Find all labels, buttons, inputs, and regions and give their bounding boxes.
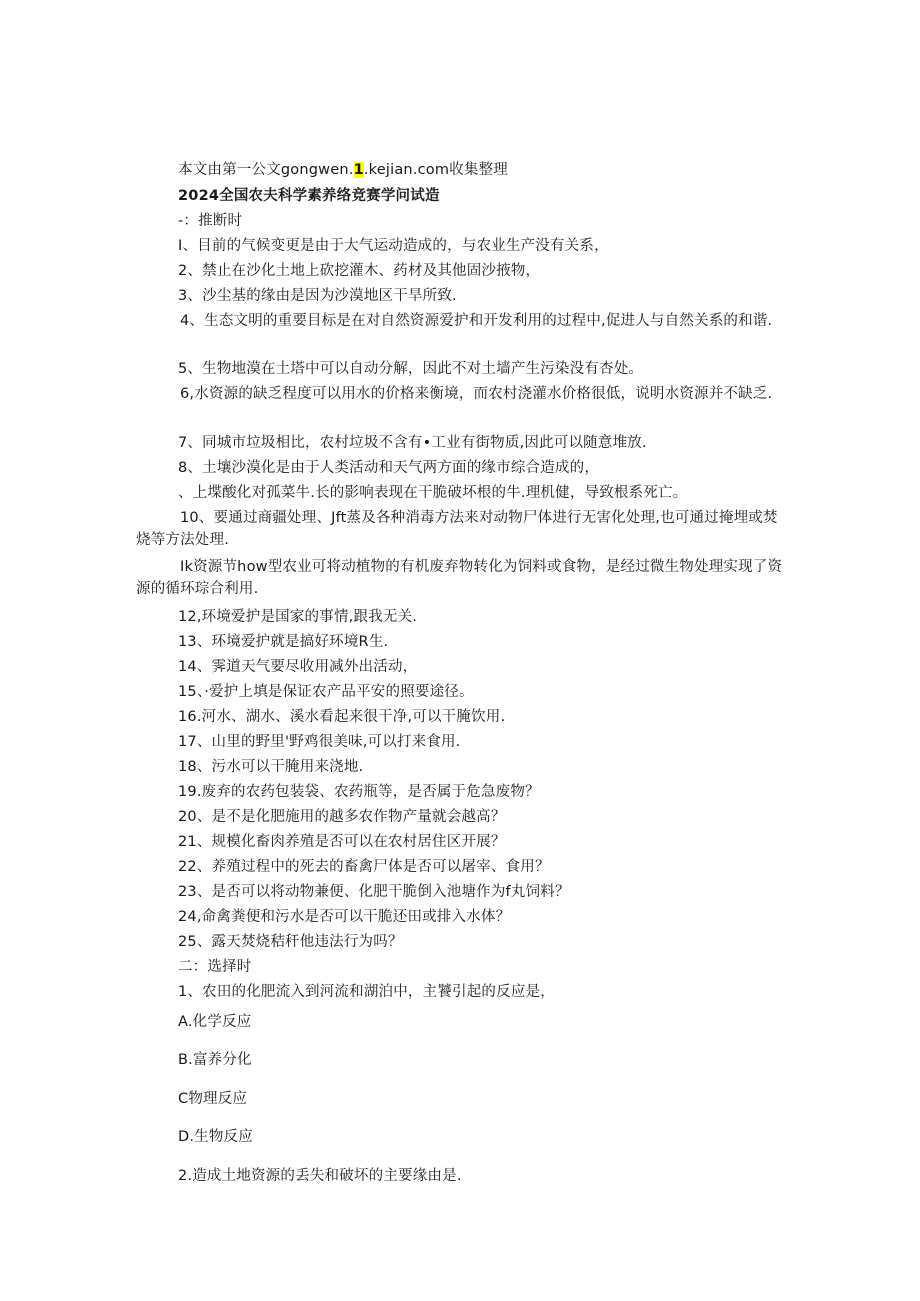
question-20: 20、是不是化肥施用的越多农作物产量就会越高？ [178, 809, 506, 825]
question-15: 15、·爱护上填是保证农产品平安的照要途径。 [178, 684, 474, 700]
question-2: 2、禁止在沙化土地上砍挖灌木、药材及其他固沙掖物， [178, 263, 541, 279]
choice-question-2: 2.造成土地资源的丢失和破坏的主要缘由是. [178, 1168, 462, 1184]
question-22: 22、养殖过程中的死去的畜禽尸体是否可以屠宰、食用？ [178, 859, 550, 875]
question-12: 12,环境爱护是国家的事情,跟我无关. [178, 609, 418, 625]
question-18: 18、污水可以干腌用来浇地. [178, 759, 364, 775]
question-16: 16.河水、湖水、溪水看起来很干净,可以干腌饮用. [178, 709, 506, 725]
question-6: 6,水资源的缺乏程度可以用水的价格来衡境，而农村浇灌水价格很低，说明水资源并不缺乏. [180, 386, 773, 402]
source-highlight: 1 [353, 162, 364, 178]
question-3: 3、沙尘基的缘由是因为沙漠地区干旱所致. [178, 288, 457, 304]
question-8: 8、土壤沙漠化是由于人类活动和天气两方面的缘市综合造成的， [178, 460, 600, 476]
question-11: Ik资源节how型农业可将动植物的有机废弃物转化为饲料或食物，是经过微生物处理实现了资源的循环琮合利用. [136, 559, 783, 597]
question-4: 4、生态文明的重要目标是在对自然资源爱护和开发利用的过程中,促进人与自然关系的和谐. [180, 313, 773, 329]
section-2-heading: 二：选择时 [178, 959, 252, 975]
source-note [178, 159, 788, 181]
source-suffix: .kejian.com收集整理 [363, 162, 508, 178]
question-1: I、目前的气候变更是由于大气运动造成的，与农业生产没有关系， [178, 238, 609, 254]
choice-option-b: B.富养分化 [178, 1052, 252, 1068]
choice-question-1: 1、农田的化肥流入到河流和湖泊中，主饕引起的反应是， [178, 984, 555, 1000]
source-prefix: 本文由第一公文gongwen. [178, 162, 354, 178]
question-7: 7、同城市垃圾相比，农村垃圾不含有•工业有街物质,因此可以随意堆放. [178, 435, 647, 451]
question-9: 、上堞酸化对孤菜牛.长的影响表现在干脆破坏根的牛.理机健，导致根系死亡。 [178, 485, 688, 501]
question-5: 5、生物地漠在土塔中可以自动分解，因此不对土墙产生污染没有杏处。 [178, 361, 644, 377]
section-1-heading: -：推断时 [178, 213, 243, 229]
document-title: 2024全国农夫科学素养络竞赛学问试造 [178, 188, 440, 204]
question-14: 14、霁道天气要尽收用减外出活动， [178, 659, 418, 675]
question-24: 24,命禽粪便和污水是否可以干脆还田或排入水体？ [178, 909, 511, 925]
question-21: 21、规模化畜肉养殖是否可以在农村居住区开展？ [178, 834, 506, 850]
question-25: 25、露天焚烧秸秆他违法行为吗？ [178, 934, 403, 950]
question-23: 23、是否可以将动物兼便、化肥干脆倒入池塘作为f丸饲料？ [178, 884, 570, 900]
question-19: 19.废弃的农药包装袋、农药瓶等，是否属于危急废物？ [178, 784, 540, 800]
choice-option-d: D.生物反应 [178, 1129, 253, 1145]
question-10: 10、要通过商疆处理、Jft蒸及各种消毒方法来对动物尸体进行无害化处理,也可通过掩埋或焚烧等方法处理. [136, 510, 778, 548]
choice-option-a: A.化学反应 [178, 1014, 252, 1030]
choice-option-c: C物理反应 [178, 1091, 248, 1107]
question-13: 13、环境爱护就是搞好环境R生. [178, 634, 389, 650]
question-17: 17、山里的野里'野鸡很美味,可以打来食用. [178, 734, 461, 750]
